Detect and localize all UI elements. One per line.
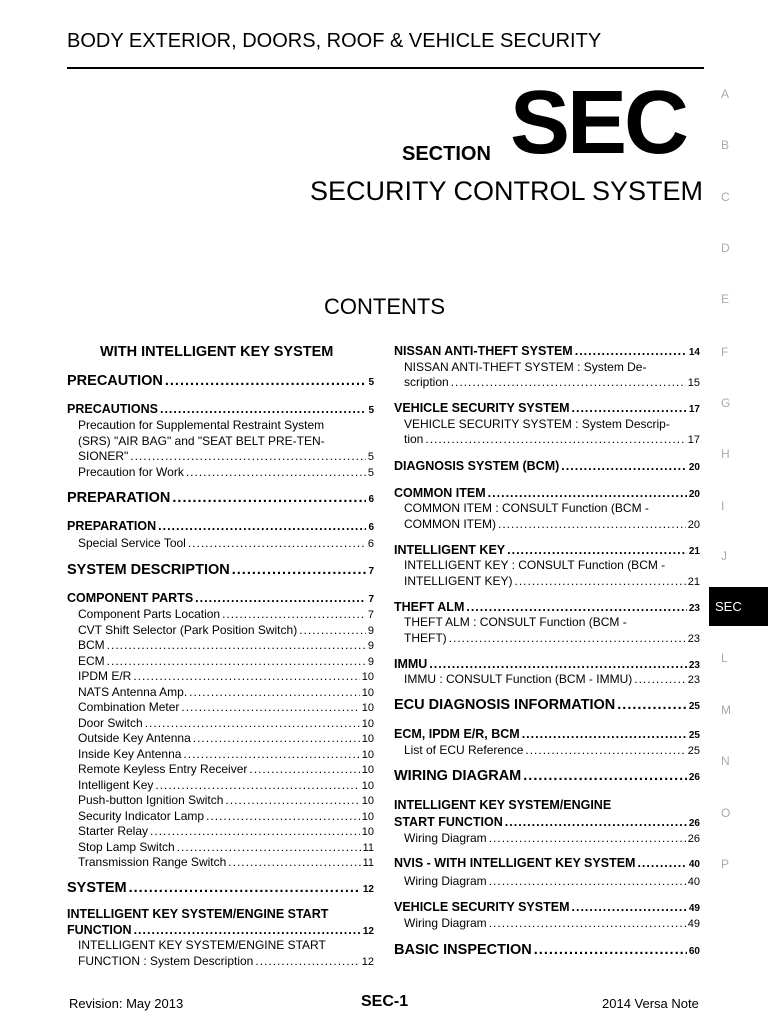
toc-entry[interactable]: CVT Shift Selector (Park Position Switch) ..... 9 <box>78 623 374 637</box>
toc-entry[interactable]: Transmission Range Switch ..... 11 <box>78 855 374 869</box>
toc-entry[interactable]: Combination Meter ..... 10 <box>78 700 374 714</box>
toc-entry[interactable]: IPDM E/R ..... 10 <box>78 669 374 683</box>
index-letter-b[interactable]: B <box>721 138 730 152</box>
toc-entry[interactable]: START FUNCTION ..... 26 <box>394 815 700 829</box>
toc-entry[interactable]: INTELLIGENT KEY ..... 21 <box>394 543 700 557</box>
toc-entry[interactable]: Security Indicator Lamp ..... 10 <box>78 809 374 823</box>
toc-entry[interactable]: Outside Key Antenna ..... 10 <box>78 731 374 745</box>
index-tab-sec[interactable]: SEC <box>709 587 768 626</box>
footer-page-number: SEC-1 <box>361 993 409 1010</box>
index-letter-d[interactable]: D <box>721 241 730 255</box>
toc-entry[interactable]: NISSAN ANTI-THEFT SYSTEM : System De- <box>404 360 647 374</box>
toc-entry[interactable]: COMMON ITEM) ..... 20 <box>404 517 700 531</box>
toc-entry[interactable]: COMMON ITEM : CONSULT Function (BCM - <box>404 501 649 515</box>
toc-entry[interactable]: ECM, IPDM E/R, BCM ..... 25 <box>394 727 700 741</box>
toc-entry[interactable]: COMMON ITEM ..... 20 <box>394 486 700 500</box>
index-letter-p[interactable]: P <box>721 857 730 871</box>
toc-entry[interactable]: VEHICLE SECURITY SYSTEM ..... 49 <box>394 900 700 914</box>
toc-entry[interactable]: IMMU ..... 23 <box>394 657 700 671</box>
toc-entry[interactable]: VEHICLE SECURITY SYSTEM ..... 17 <box>394 401 700 415</box>
index-letter-j[interactable]: J <box>721 549 727 563</box>
toc-entry[interactable]: NATS Antenna Amp. ..... 10 <box>78 685 374 699</box>
index-letter-f[interactable]: F <box>721 345 729 359</box>
toc-entry[interactable]: Door Switch ..... 10 <box>78 716 374 730</box>
toc-entry[interactable]: BASIC INSPECTION ..... 60 <box>394 942 700 958</box>
toc-entry[interactable]: INTELLIGENT KEY SYSTEM/ENGINE START <box>67 907 329 921</box>
toc-entry[interactable]: PREPARATION ..... 6 <box>67 490 374 506</box>
toc-entry[interactable]: Precaution for Supplemental Restraint System <box>78 418 325 432</box>
toc-entry[interactable]: ECM ..... 9 <box>78 654 374 668</box>
toc-entry[interactable]: FUNCTION : System Description ..... 12 <box>78 954 374 968</box>
toc-entry[interactable]: Wiring Diagram ..... 40 <box>404 874 700 888</box>
toc-entry[interactable]: Special Service Tool ..... 6 <box>78 536 374 550</box>
index-letter-o[interactable]: O <box>721 806 731 820</box>
toc-entry[interactable]: INTELLIGENT KEY) ..... 21 <box>404 574 700 588</box>
toc-entry[interactable]: FUNCTION ..... 12 <box>67 923 374 937</box>
toc-entry[interactable]: Starter Relay ..... 10 <box>78 824 374 838</box>
toc-entry[interactable]: THEFT ALM ..... 23 <box>394 600 700 614</box>
index-letter-e[interactable]: E <box>721 292 730 306</box>
toc-entry[interactable]: Stop Lamp Switch ..... 11 <box>78 840 374 854</box>
toc-entry[interactable]: INTELLIGENT KEY : CONSULT Function (BCM - <box>404 558 666 572</box>
section-code: SEC <box>510 73 687 173</box>
toc-entry[interactable]: INTELLIGENT KEY SYSTEM/ENGINE START <box>78 938 326 952</box>
toc-entry[interactable]: Inside Key Antenna ..... 10 <box>78 747 374 761</box>
toc-entry[interactable]: THEFT) ..... 23 <box>404 631 700 645</box>
index-letter-i[interactable]: I <box>721 499 725 513</box>
toc-entry[interactable]: List of ECU Reference ..... 25 <box>404 743 700 757</box>
toc-entry[interactable]: scription ..... 15 <box>404 375 700 389</box>
index-letter-n[interactable]: N <box>721 754 730 768</box>
footer-model: 2014 Versa Note <box>602 996 699 1011</box>
toc-entry[interactable]: NVIS - WITH INTELLIGENT KEY SYSTEM ..... 40 <box>394 856 700 870</box>
toc-entry[interactable]: DIAGNOSIS SYSTEM (BCM) ..... 20 <box>394 459 700 473</box>
toc-entry[interactable]: COMPONENT PARTS ..... 7 <box>67 591 374 605</box>
header-rule <box>67 67 704 69</box>
index-letter-g[interactable]: G <box>721 396 731 410</box>
toc-entry[interactable]: Push-button Ignition Switch ..... 10 <box>78 793 374 807</box>
index-letter-m[interactable]: M <box>721 703 731 717</box>
index-letter-a[interactable]: A <box>721 87 730 101</box>
toc-entry[interactable]: (SRS) "AIR BAG" and "SEAT BELT PRE-TEN- <box>78 434 325 448</box>
index-letter-h[interactable]: H <box>721 447 730 461</box>
toc-entry[interactable]: PRECAUTION ..... 5 <box>67 373 374 389</box>
toc-entry[interactable]: WIRING DIAGRAM ..... 26 <box>394 768 700 784</box>
toc-entry[interactable]: PRECAUTIONS ..... 5 <box>67 402 374 416</box>
toc-entry[interactable]: Precaution for Work ..... 5 <box>78 465 374 479</box>
toc-entry[interactable]: SYSTEM ..... 12 <box>67 880 374 896</box>
contents-title: CONTENTS <box>324 294 445 319</box>
toc-entry[interactable]: IMMU : CONSULT Function (BCM - IMMU) ..... 23 <box>404 672 700 686</box>
toc-entry[interactable]: INTELLIGENT KEY SYSTEM/ENGINE <box>394 798 612 812</box>
toc-entry[interactable]: Wiring Diagram ..... 49 <box>404 916 700 930</box>
toc-entry[interactable]: VEHICLE SECURITY SYSTEM : System Descrip- <box>404 417 670 431</box>
toc-entry[interactable]: Wiring Diagram ..... 26 <box>404 831 700 845</box>
toc-entry[interactable]: tion ..... 17 <box>404 432 700 446</box>
toc-entry[interactable]: SYSTEM DESCRIPTION ..... 7 <box>67 562 374 578</box>
toc-entry[interactable]: SIONER" ..... 5 <box>78 449 374 463</box>
toc-entry[interactable]: Remote Keyless Entry Receiver ..... 10 <box>78 762 374 776</box>
toc-entry[interactable]: ECU DIAGNOSIS INFORMATION ..... 25 <box>394 697 700 713</box>
toc-entry[interactable]: BCM ..... 9 <box>78 638 374 652</box>
toc-entry[interactable]: NISSAN ANTI-THEFT SYSTEM ..... 14 <box>394 344 700 358</box>
section-label: SECTION <box>402 143 491 165</box>
footer-revision: Revision: May 2013 <box>69 996 184 1011</box>
toc-left-heading: WITH INTELLIGENT KEY SYSTEM <box>100 344 334 360</box>
toc-entry[interactable]: THEFT ALM : CONSULT Function (BCM - <box>404 615 627 629</box>
index-letter-l[interactable]: L <box>721 651 728 665</box>
toc-entry[interactable]: Intelligent Key ..... 10 <box>78 778 374 792</box>
toc-entry[interactable]: PREPARATION ..... 6 <box>67 519 374 533</box>
toc-entry[interactable]: Component Parts Location ..... 7 <box>78 607 374 621</box>
document-header: BODY EXTERIOR, DOORS, ROOF & VEHICLE SECURITY <box>67 30 602 52</box>
section-title: SECURITY CONTROL SYSTEM <box>309 176 703 206</box>
index-letter-c[interactable]: C <box>721 190 730 204</box>
